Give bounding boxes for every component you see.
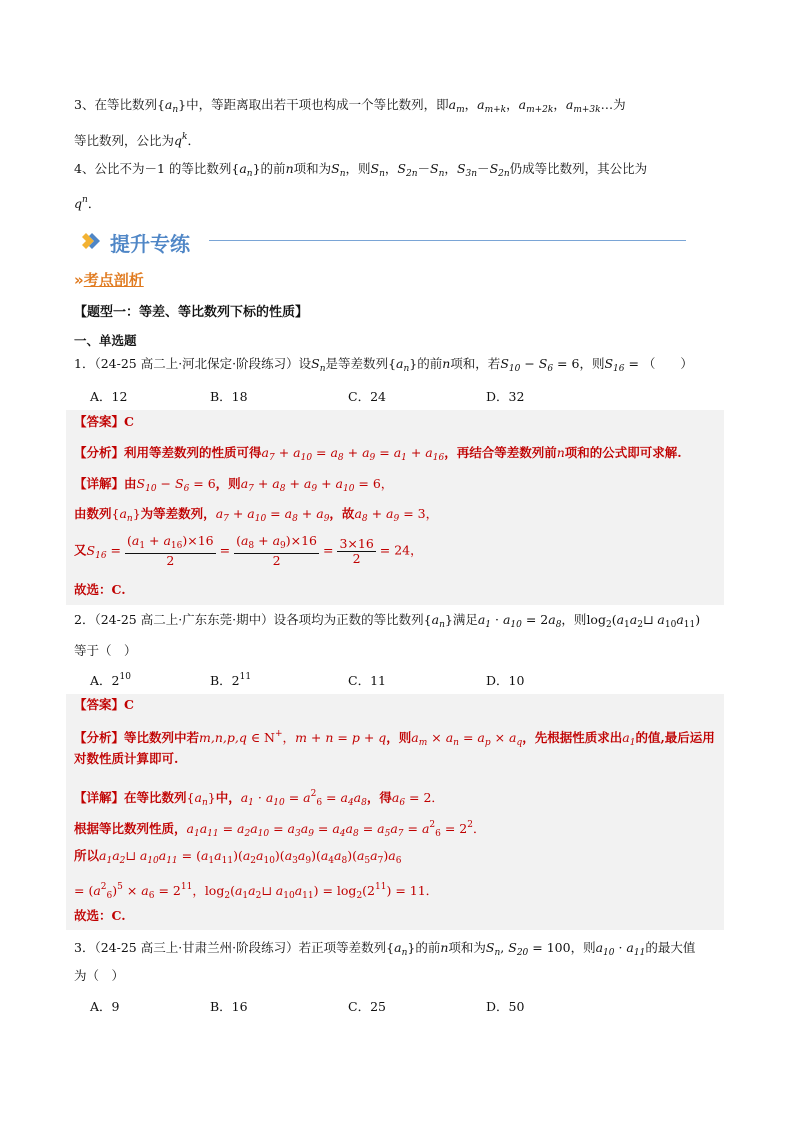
q2-option-b[interactable] xyxy=(210,671,251,689)
text: ． xyxy=(87,196,101,211)
text: 项和为 xyxy=(448,940,486,955)
answer-value: C xyxy=(124,414,134,429)
text: 等比数列，公比为 xyxy=(74,133,175,148)
text: 中， xyxy=(215,790,241,805)
q1-analysis: 【分析】利用等差数列的性质可得$a_7 + a_{10} = a_8 + a_9 = a_1 + a_{16}$，再结合等差数列前n项和的公式即可求解. xyxy=(74,445,682,463)
text: 的最大值 xyxy=(645,940,696,955)
text: 的前 xyxy=(415,940,441,955)
q2-option-d[interactable]: D．10 xyxy=(486,673,525,688)
section-title xyxy=(74,269,144,290)
text: 2．（24-25 高二上·广东东莞·期中）设各项均为正数的等比数列 xyxy=(74,612,424,627)
q2-detail-line3: 所以$a_1a_2⊔$ $a_{10}a_{11} = (a_1a_{11})(a_2a_{10})(a_3a_9)(a_4a_8)(a_5a_7)a_6$ xyxy=(74,848,402,866)
analysis-label: 【分析】 xyxy=(74,730,125,745)
q2-conclusion: 故选：C. xyxy=(74,908,126,923)
q1-option-d[interactable]: D．32 xyxy=(486,389,525,404)
text: 项和为 xyxy=(293,161,332,176)
header-rule xyxy=(209,240,686,241)
text: （ ） xyxy=(642,356,693,371)
group-title: 一、单选题 xyxy=(74,333,137,348)
text: ，则 xyxy=(579,356,605,371)
text: ，则 xyxy=(215,476,241,491)
section-marker: » xyxy=(74,271,84,289)
text: ，则 xyxy=(561,612,587,627)
option-exponent: 10 xyxy=(119,672,131,682)
q2-detail-line2: 根据等比数列性质，$a_1a_{11} = a_2a_{10} = a_3a_9 = a_4a_8 = a_5a_7 = a^2_6 = 2^2$． xyxy=(74,820,486,839)
text: 又 xyxy=(74,542,87,558)
intro-p4-line2: $q^n$． xyxy=(74,195,101,211)
text: 1．（24-25 高二上·河北保定·阶段练习）设 xyxy=(74,356,312,371)
text: 根据等比数列性质， xyxy=(74,821,187,836)
text: 的值,最后运用 xyxy=(635,730,715,745)
q2-answer xyxy=(74,697,724,713)
q1-detail-line1: 【详解】由$S_{10} - S_6 = 6$，则$a_7 + a_8 + a_9 + a_{10} = 6$， xyxy=(74,476,394,494)
intro-p3-line1: 3、在等比数列$\{a_n\}$中，等距离取出若干项也构成一个等比数列，即$a_m$，$a_{m+k}$，$a_{m+2k}$，$a_{m+3k}\dots$为 xyxy=(74,97,626,115)
q3-option-b[interactable]: B．16 xyxy=(210,999,248,1014)
intro-p3-line2: 等比数列，公比为$q^k$． xyxy=(74,132,201,148)
text: ，则 xyxy=(386,730,412,745)
detail-label: 【详解】 xyxy=(74,476,125,491)
answer-value: C xyxy=(124,697,134,712)
option-exponent: 11 xyxy=(239,672,252,682)
text: 项和的公式即可求解. xyxy=(564,445,682,460)
text: ，则 xyxy=(345,161,371,176)
text: 的前 xyxy=(417,356,443,371)
text: 所以 xyxy=(74,848,100,863)
header-title: 提升专练 xyxy=(110,232,190,256)
double-chevron-icon xyxy=(80,231,102,251)
q1-answer xyxy=(74,414,724,430)
detail-label: 【详解】 xyxy=(74,790,125,805)
section-title-text: 考点剖析 xyxy=(83,271,144,289)
q2-analysis-line2: 对数性质计算即可. xyxy=(74,751,179,766)
text: ，先根据性质求出 xyxy=(522,730,623,745)
text: …为 xyxy=(600,97,626,112)
text: ． xyxy=(187,133,201,148)
text: ，故 xyxy=(329,506,355,521)
text: ，再结合等差数列前 xyxy=(444,445,557,460)
q3-option-d[interactable]: D．50 xyxy=(486,999,525,1014)
analysis-label: 【分析】 xyxy=(74,445,125,460)
answer-label: 【答案】 xyxy=(74,414,125,429)
q2-option-c[interactable]: C．11 xyxy=(348,673,386,688)
topic-title: 【题型一：等差、等比数列下标的性质】 xyxy=(74,305,309,320)
text: 4、公比不为－1 的等比数列 xyxy=(74,161,232,176)
q1-stem: 1．（24-25 高二上·河北保定·阶段练习）设$S_n$是等差数列$\{a_n\}$的前n项和，若$S_{10} - S_6 = 6$，则$S_{16}$ = （ ） xyxy=(74,356,693,374)
text: 的前 xyxy=(260,161,286,176)
text: 项和，若 xyxy=(450,356,501,371)
q2-stem: 2．（24-25 高二上·广东东莞·期中）设各项均为正数的等比数列$\{a_n\}$满足$a_1 \cdot a_{10} = 2a_8$，则$\log_2(a_1a_2⊔$ $a_{10}a_{11}$) xyxy=(74,612,701,630)
q3-option-a[interactable]: A．9 xyxy=(90,999,120,1014)
text: 仍成等比数列，其公比为 xyxy=(509,161,648,176)
q3-option-c[interactable]: C．25 xyxy=(348,999,386,1014)
q1-detail-line2: 由数列$\{a_n\}$为等差数列，$a_7 + a_{10} = a_8 + a_9$，故$a_8 + a_9 = 3$， xyxy=(74,506,439,524)
answer-label: 【答案】 xyxy=(74,697,125,712)
q3-stem: 3．（24-25 高三上·甘肃兰州·阶段练习）若正项等差数列$\{a_n\}$的前n项和为$S_n$, $S_{20} = 100$，则$a_{10} \cdot a_{11}$的最大值 xyxy=(74,940,696,958)
text: 等比数列中若 xyxy=(124,730,200,745)
text: 为等差数列， xyxy=(140,506,216,521)
option-text: A．2 xyxy=(90,673,120,688)
text: 满足 xyxy=(452,612,478,627)
q2-analysis: 【分析】等比数列中若m,n,p,q ∈ N+，m + n = p + q，则$a_m \times a_n = a_p \times a_q$，先根据性质求出$a_1$的值,最后运用 xyxy=(74,729,715,748)
q2-stem-line2: 等于（ ） xyxy=(74,643,137,658)
q3-stem-line2: 为（ ） xyxy=(74,968,125,983)
q1-conclusion: 故选：C. xyxy=(74,582,126,597)
q1-option-a[interactable]: A．12 xyxy=(90,389,128,404)
text: 由数列 xyxy=(74,506,112,521)
q1-detail-line3: 又$S_{16}$ = $\frac{(a_1 + a_{16})\times 16}{2}$ = $\frac{(a_8 + a_9)\times 16}{2}$ = $\frac{3\times 16}{2}$ = 24， xyxy=(74,533,423,568)
option-text: B．2 xyxy=(210,673,240,688)
text: 中，等距离取出若干项也构成一个等比数列，即 xyxy=(186,97,449,112)
q2-option-a[interactable] xyxy=(90,671,131,689)
text: 3、在等比数列 xyxy=(74,97,157,112)
text: 是等差数列 xyxy=(325,356,389,371)
q1-option-b[interactable]: B．18 xyxy=(210,389,248,404)
text: 利用等差数列的性质可得 xyxy=(124,445,262,460)
section-header xyxy=(74,228,724,256)
q2-detail-line4: = $(a^2_6)^5 \times a_6 = 2^{11}$，$\log_2(a_1a_2⊔$ $a_{10}a_{11}) = \log_2(2^{11}) = 11$． xyxy=(74,882,439,901)
text: ，得 xyxy=(366,790,392,805)
text: 由 xyxy=(124,476,137,491)
q1-option-c[interactable]: C．24 xyxy=(348,389,386,404)
intro-p4-line1: 4、公比不为－1 的等比数列$\{a_n\}$的前n项和为$S_n$，则$S_n$，$S_{2n}-S_n$，$S_{3n}-S_{2n}$仍成等比数列，其公比为 xyxy=(74,161,648,179)
text: ，则 xyxy=(570,940,596,955)
text: 3．（24-25 高三上·甘肃兰州·阶段练习）若正项等差数列 xyxy=(74,940,387,955)
q2-detail-line1: 【详解】在等比数列$\{a_n\}$中，$a_1 \cdot a_{10} = a^2_6 = a_4a_8$，得$a_6 = 2$． xyxy=(74,789,444,808)
text: 在等比数列 xyxy=(124,790,187,805)
